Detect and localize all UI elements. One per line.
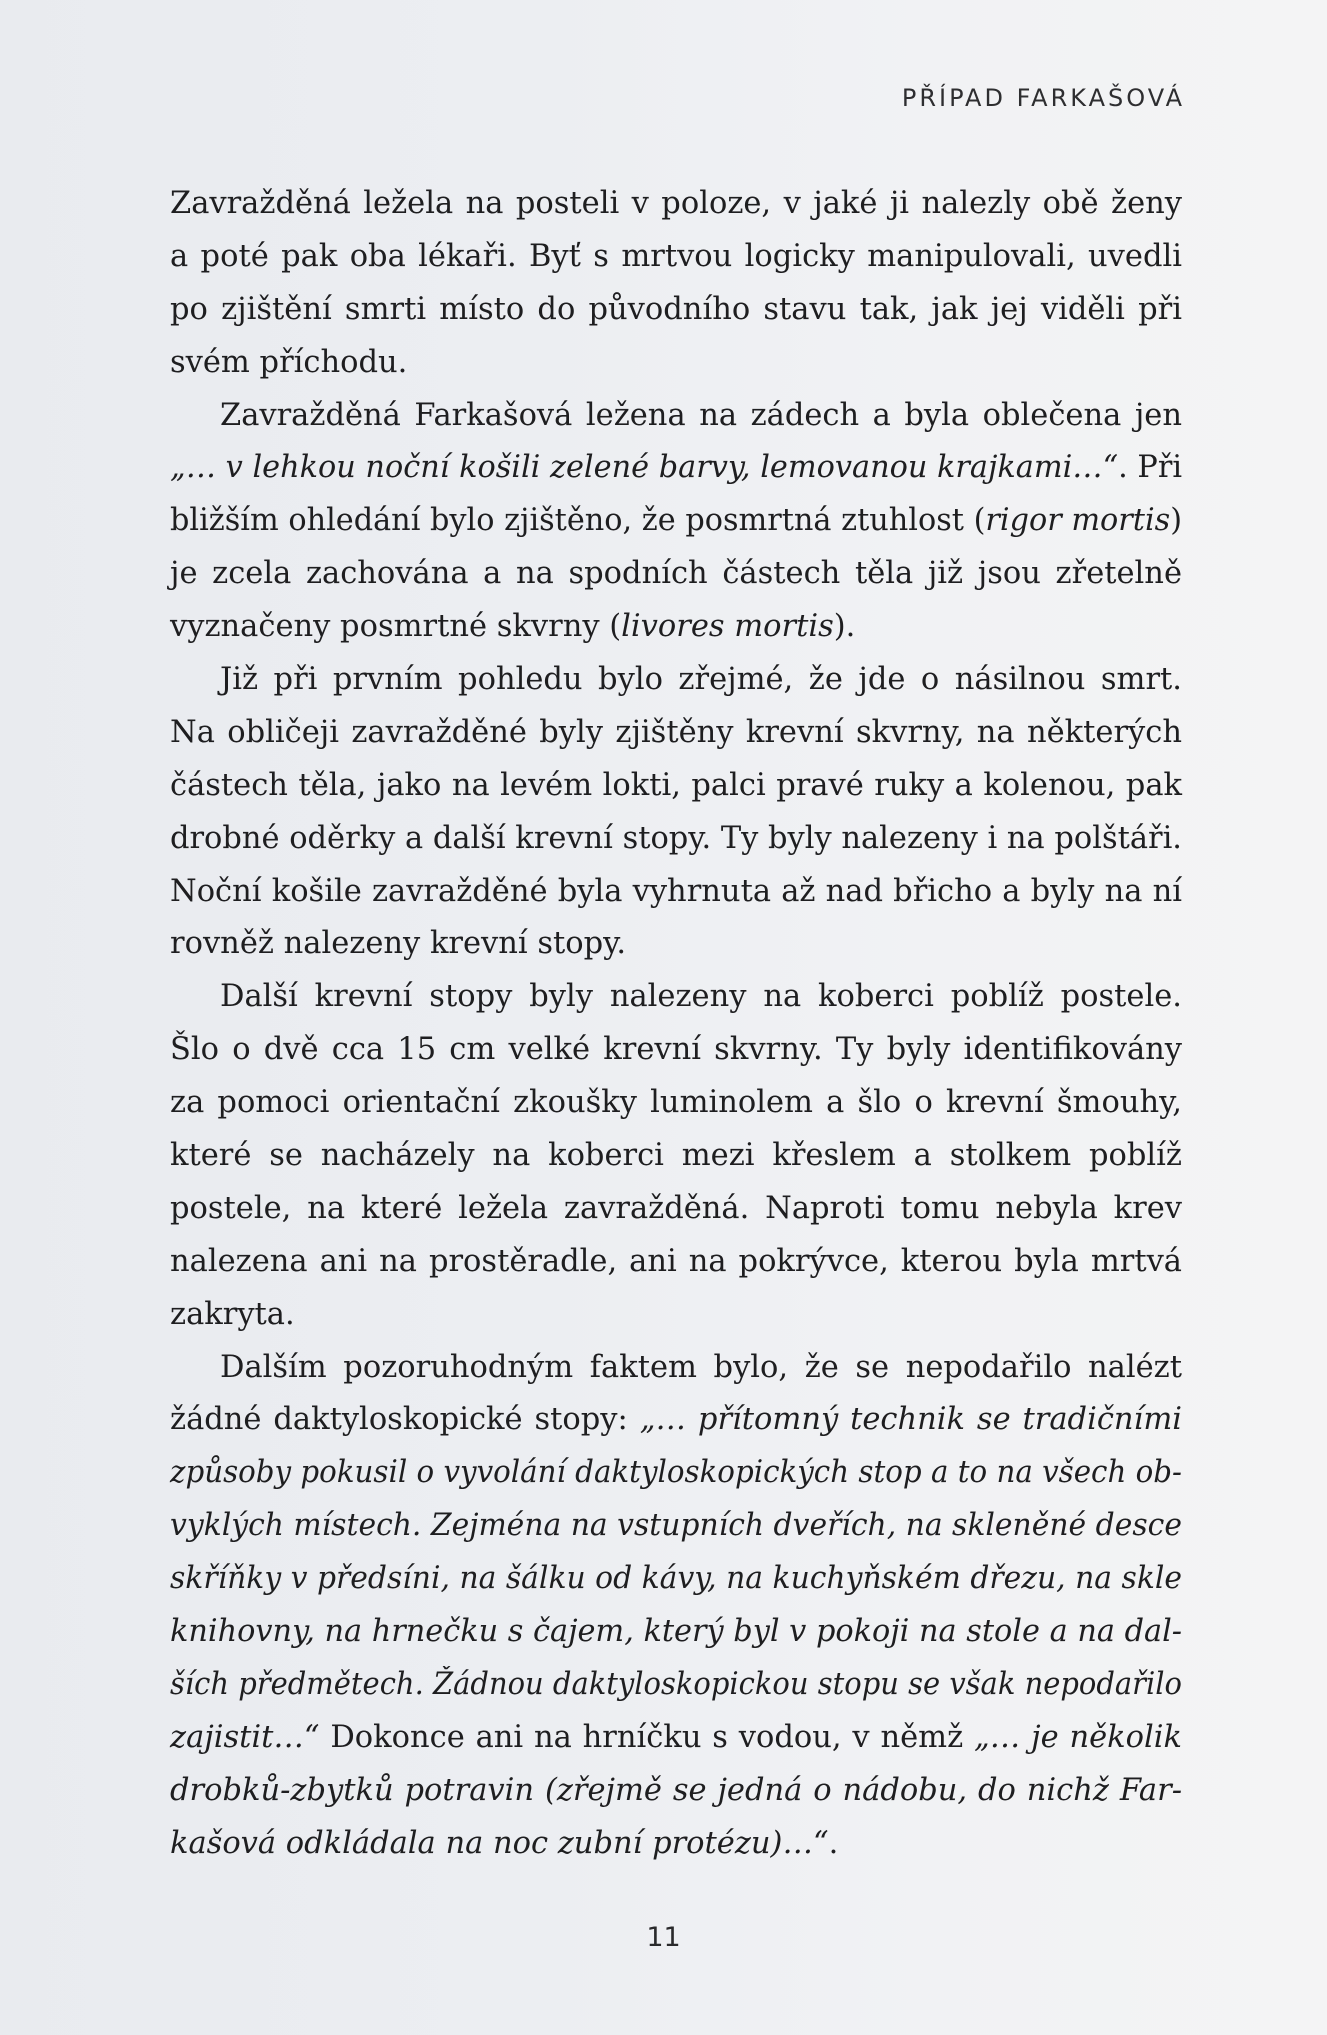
text-line [170, 601, 1182, 654]
text-run: za pomoci orientační zkoušky luminolem a šlo o krevní šmouhy, [170, 1085, 1182, 1121]
text-run: a poté pak oba lékaři. Byť s mrtvou logicky manipulovali, uvedli [170, 238, 1182, 274]
text-run: svém příchodu. [170, 344, 408, 380]
italic-quote-text: livores mortis [621, 609, 834, 645]
text-line [170, 1447, 1182, 1500]
text-run: ) [1170, 503, 1183, 539]
italic-quote-text: kašová odkládala na noc zubní protézu)…“ [170, 1825, 829, 1861]
text-line [170, 178, 1182, 231]
text-line [170, 1659, 1182, 1712]
text-line [170, 918, 1182, 971]
text-run: které se nacházely na koberci mezi křeslem a stolkem poblíž [170, 1138, 1182, 1174]
text-run: Dokonce ani na hrníčku s vodou, v němž [319, 1719, 974, 1755]
text-run: Další krevní stopy byly nalezeny na koberci poblíž postele. [220, 979, 1182, 1015]
italic-quote-text: skříňky v předsíni, na šálku od kávy, na kuchyňském dřezu, na skle [170, 1561, 1183, 1597]
text-line [170, 1342, 1182, 1395]
running-head: PŘÍPAD FARKAŠOVÁ [901, 84, 1185, 112]
text-line [170, 284, 1182, 337]
text-line [170, 390, 1182, 443]
italic-quote-text: knihovny, na hrnečku s čajem, který byl v pokoji na stole a na dal- [170, 1614, 1183, 1650]
text-line [170, 231, 1182, 284]
text-line [170, 1394, 1182, 1447]
text-run: Na obličeji zavražděné byly zjištěny krevní skvrny, na některých [170, 714, 1182, 750]
text-run: . [828, 1825, 839, 1861]
text-run: drobné oděrky a další krevní stopy. Ty byly nalezeny i na polštáři. [170, 820, 1182, 856]
text-line [170, 971, 1182, 1024]
text-line [170, 654, 1182, 707]
text-line [170, 442, 1182, 495]
italic-quote-text: „… v lehkou noční košili zelené barvy, lemovanou krajkami…“ [170, 450, 1119, 486]
text-run: zakryta. [170, 1296, 295, 1332]
italic-quote-text: drobků-zbytků potravin (zřejmě se jedná o nádobu, do nichž Far- [170, 1772, 1182, 1808]
text-run: bližším ohledání bylo zjištěno, že posmrtná ztuhlost ( [170, 503, 986, 539]
text-run: Již při prvním pohledu bylo zřejmé, že jde o násilnou smrt. [220, 662, 1182, 698]
text-line [170, 1765, 1182, 1818]
text-line [170, 1553, 1182, 1606]
text-run: . Při [1118, 450, 1183, 486]
italic-quote-text: způsoby pokusil o vyvolání daktyloskopických stop a to na všech ob- [170, 1455, 1182, 1491]
italic-quote-text: zajistit…“ [170, 1719, 320, 1755]
text-line [170, 760, 1182, 813]
paragraph [170, 178, 1182, 390]
text-line [170, 707, 1182, 760]
text-line [170, 1077, 1182, 1130]
page-number: 11 [646, 1922, 681, 1953]
text-run: ). [833, 609, 856, 645]
text-run: žádné daktyloskopické stopy: [170, 1402, 640, 1438]
text-line [170, 1712, 1182, 1765]
text-line [170, 1024, 1182, 1077]
text-run: po zjištění smrti místo do původního stavu tak, jak jej viděli při [170, 291, 1182, 327]
italic-quote-text: vyklých místech. Zejména na vstupních dveřích, na skleněné desce [170, 1508, 1182, 1544]
text-line [170, 813, 1182, 866]
text-run: je zcela zachována a na spodních částech těla již jsou zřetelně [170, 556, 1182, 592]
text-run: postele, na které ležela zavražděná. Naproti tomu nebyla krev [170, 1190, 1182, 1226]
italic-quote-text: ších předmětech. Žádnou daktyloskopickou stopu se však nepodařilo [170, 1666, 1183, 1702]
text-line [170, 1236, 1182, 1289]
body-text [170, 178, 1182, 1871]
paragraph [170, 1342, 1182, 1871]
text-run: vyznačeny posmrtné skvrny ( [170, 609, 622, 645]
text-line [170, 1130, 1182, 1183]
text-line [170, 548, 1182, 601]
text-run: rovněž nalezeny krevní stopy. [170, 926, 627, 962]
text-line [170, 1500, 1182, 1553]
italic-quote-text: „… přítomný technik se tradičními [639, 1402, 1182, 1438]
paragraph [170, 654, 1182, 971]
text-run: Zavražděná ležela na posteli v poloze, v jaké ji nalezly obě ženy [170, 186, 1182, 221]
text-line [170, 337, 1182, 390]
text-run: částech těla, jako na levém lokti, palci pravé ruky a kolenou, pak [170, 767, 1182, 803]
text-line [170, 1289, 1182, 1342]
text-run: Zavražděná Farkašová ležena na zádech a byla oblečena jen [220, 397, 1182, 433]
text-line [170, 495, 1182, 548]
text-line [170, 1183, 1182, 1236]
text-run: Šlo o dvě cca 15 cm velké krevní skvrny. Ty byly identifikovány [170, 1032, 1182, 1068]
text-run: Dalším pozoruhodným faktem bylo, že se nepodařilo nalézt [220, 1349, 1182, 1385]
paragraph [170, 390, 1182, 654]
text-line [170, 1818, 1182, 1871]
italic-quote-text: rigor mortis [985, 503, 1171, 539]
text-line [170, 866, 1182, 919]
text-line [170, 1606, 1182, 1659]
text-run: Noční košile zavražděné byla vyhrnuta až nad břicho a byly na ní [170, 873, 1182, 909]
paragraph [170, 971, 1182, 1341]
text-run: nalezena ani na prostěradle, ani na pokrývce, kterou byla mrtvá [170, 1243, 1182, 1279]
italic-quote-text: „… je několik [974, 1719, 1182, 1755]
